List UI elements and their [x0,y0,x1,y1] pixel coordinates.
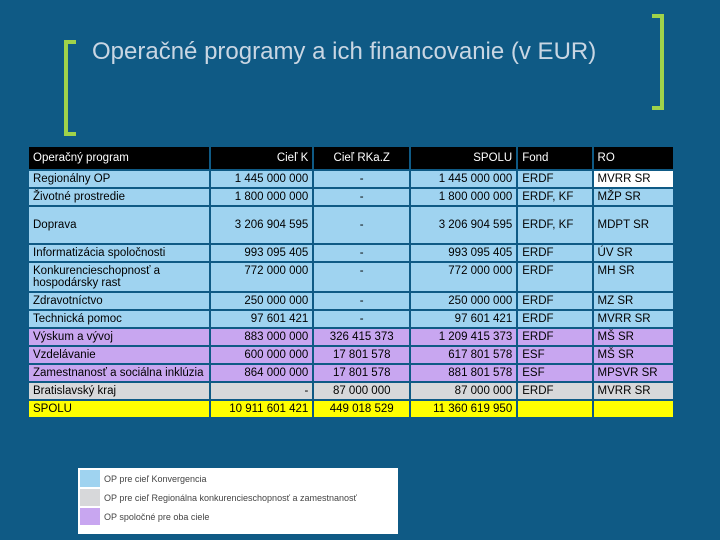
cell-program: Konkurencieschopnosť a hospodársky rast [33,265,161,289]
cell-ciel-rkaz: - [359,173,364,185]
legend-item-spolocne [80,508,398,525]
total-fond [518,401,591,417]
cell-fond: ERDF [522,247,554,259]
table-row [29,365,673,381]
cell-program: Vzdelávanie [33,349,96,361]
legend-swatch-konvergencia [80,470,100,487]
cell-ciel-k: 1 800 000 000 [234,191,309,203]
table-row [29,263,673,291]
cell-spolu: 87 000 000 [454,385,513,397]
table-row [29,245,673,261]
programs-table [27,145,675,419]
cell-ro: MH SR [597,265,635,277]
cell-ciel-k: 772 000 000 [244,265,309,277]
cell-ciel-k: 1 445 000 000 [234,173,309,185]
legend [78,468,398,534]
table-row [29,293,673,309]
table-row [29,329,673,345]
header-fond: Fond [518,147,591,169]
cell-ciel-rkaz: - [359,295,364,307]
cell-ciel-rkaz: 17 801 578 [332,367,391,379]
cell-fond: ERDF [522,173,554,185]
cell-ro: MPSVR SR [597,367,658,379]
cell-ciel-rkaz: - [359,265,364,277]
cell-ro: MZ SR [597,295,634,307]
cell-program: Výskum a vývoj [33,331,113,343]
total-row [29,401,673,417]
cell-spolu: 881 801 578 [448,367,513,379]
cell-ro: MŠ SR [597,331,634,343]
header-spolu: SPOLU [411,147,516,169]
table-row [29,171,673,187]
cell-ciel-k: 864 000 000 [244,367,309,379]
cell-program: Doprava [33,219,77,231]
cell-ciel-k: 250 000 000 [244,295,309,307]
table-header-row [29,147,673,169]
cell-spolu: 1 800 000 000 [438,191,513,203]
cell-ciel-k: 97 601 421 [250,313,309,325]
cell-fond: ERDF [522,385,554,397]
cell-fond: ERDF [522,265,554,277]
legend-swatch-rkaz [80,489,100,506]
cell-ro: MVRR SR [594,171,673,187]
cell-ciel-rkaz: 326 415 373 [329,331,394,343]
legend-item-rkaz [80,489,398,506]
header-ciel-k: Cieľ K [211,147,312,169]
cell-ciel-k: - [304,385,309,397]
cell-ciel-k: 600 000 000 [244,349,309,361]
cell-ciel-rkaz: - [359,313,364,325]
cell-ciel-k: 883 000 000 [244,331,309,343]
header-ro: RO [594,147,673,169]
cell-ciel-rkaz: - [359,247,364,259]
cell-program: Životné prostredie [33,191,126,203]
total-spolu: 11 360 619 950 [433,403,513,415]
header-ciel-rkaz: Cieľ RKa.Z [314,147,409,169]
cell-ciel-k: 3 206 904 595 [234,219,309,231]
cell-ro: ÚV SR [597,247,633,259]
cell-program: Informatizácia spoločnosti [33,247,166,259]
cell-ro: MVRR SR [597,385,651,397]
total-ciel-rkaz: 449 018 529 [329,403,394,415]
cell-fond: ERDF, KF [522,191,574,203]
total-label: SPOLU [33,403,72,415]
total-ciel-k: 10 911 601 421 [229,403,309,415]
cell-spolu: 1 445 000 000 [438,173,513,185]
cell-fond: ERDF [522,313,554,325]
table-row [29,189,673,205]
cell-fond: ESF [522,349,545,361]
cell-spolu: 250 000 000 [448,295,513,307]
cell-fond: ERDF, KF [522,219,574,231]
right-bracket-decoration [652,14,664,110]
table-row [29,311,673,327]
cell-program: Bratislavský kraj [33,385,117,397]
slide-title: Operačné programy a ich financovanie (v EUR) [92,38,597,65]
cell-spolu: 772 000 000 [448,265,513,277]
cell-fond: ERDF [522,331,554,343]
cell-spolu: 993 095 405 [448,247,513,259]
header-program: Operačný program [29,147,209,169]
cell-ciel-rkaz: - [359,191,364,203]
cell-program: Regionálny OP [33,173,111,185]
left-bracket-decoration [64,40,76,136]
cell-program: Zamestnanosť a sociálna inklúzia [33,367,204,379]
cell-ro: MŽP SR [597,191,641,203]
table-row [29,383,673,399]
legend-label: OP pre cieľ Regionálna konkurencieschopnosť a zamestnanosť [104,492,357,503]
total-ro [594,401,673,417]
cell-ro: MVRR SR [597,313,651,325]
table-row [29,207,673,243]
cell-spolu: 3 206 904 595 [438,219,513,231]
legend-swatch-spolocne [80,508,100,525]
cell-ro: MDPT SR [597,219,650,231]
cell-program: Technická pomoc [33,313,122,325]
cell-spolu: 97 601 421 [454,313,513,325]
cell-ciel-rkaz: - [359,219,364,231]
cell-ciel-k: 993 095 405 [244,247,309,259]
cell-ro: MŠ SR [597,349,634,361]
legend-label: OP spoločné pre oba ciele [104,511,210,522]
table-row [29,347,673,363]
legend-label: OP pre cieľ Konvergencia [104,473,207,484]
cell-program: Zdravotníctvo [33,295,103,307]
cell-ciel-rkaz: 87 000 000 [332,385,391,397]
cell-fond: ERDF [522,295,554,307]
cell-ciel-rkaz: 17 801 578 [332,349,391,361]
cell-fond: ESF [522,367,545,379]
cell-spolu: 617 801 578 [448,349,513,361]
legend-item-konvergencia [80,470,398,487]
cell-spolu: 1 209 415 373 [438,331,513,343]
